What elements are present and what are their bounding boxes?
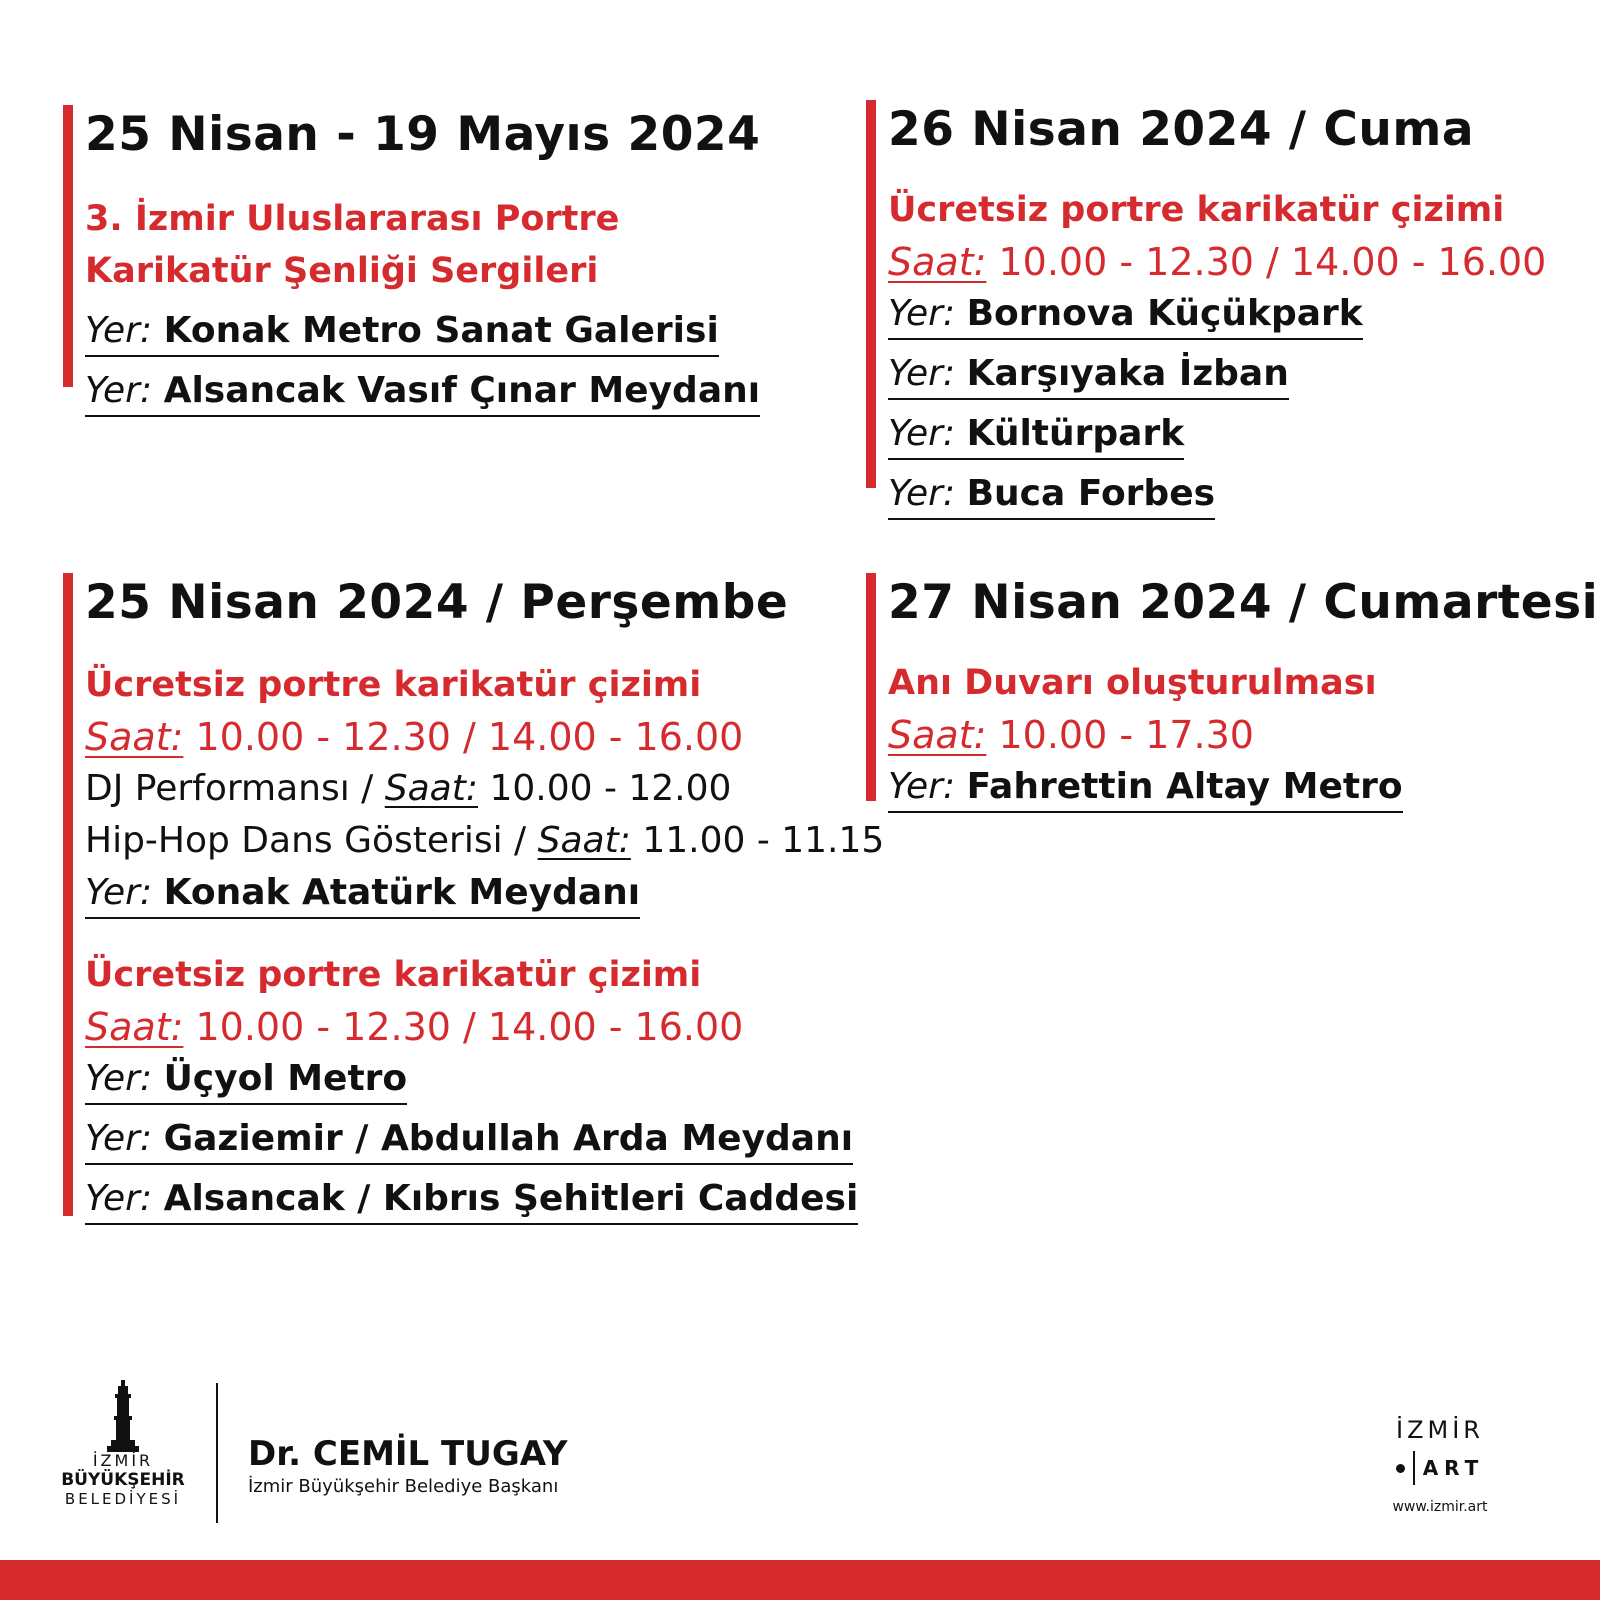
section-exhibitions: [63, 105, 760, 417]
section-date: 26 Nisan 2024 / Cuma: [888, 102, 1475, 157]
location-line: Yer: Fahrettin Altay Metro: [888, 765, 1403, 813]
section-date: 25 Nisan 2024 / Perşembe: [85, 575, 789, 630]
event-time: Saat: 10.00 - 12.30 / 14.00 - 16.00: [85, 715, 744, 759]
website-url: www.izmir.art: [1392, 1499, 1488, 1515]
mayor-name: Dr. CEMİL TUGAY: [248, 1434, 568, 1474]
section-persembe: [63, 573, 884, 1225]
location-line: Yer: Bornova Küçükpark: [888, 292, 1363, 340]
logo-text: BELEDİYESİ: [64, 1490, 182, 1508]
location-line: Yer: Karşıyaka İzban: [888, 352, 1289, 400]
event-title: Ücretsiz portre karikatür çizimi: [85, 665, 702, 705]
izmir-art-logo: [1385, 1415, 1495, 1517]
location-line: Yer: Alsancak Vasıf Çınar Meydanı: [85, 369, 760, 417]
clock-tower-icon: [103, 1380, 143, 1452]
accent-bar: [866, 573, 876, 801]
accent-bar: [866, 100, 876, 488]
art-logo-text: ART: [1422, 1456, 1485, 1480]
section-date: 27 Nisan 2024 / Cumartesi: [888, 575, 1599, 630]
location-line: Yer: Kültürpark: [888, 412, 1184, 460]
footer-divider: [216, 1383, 218, 1523]
event-title: Ücretsiz portre karikatür çizimi: [85, 955, 702, 995]
event-title: Anı Duvarı oluşturulması: [888, 663, 1377, 703]
event-title: Karikatür Şenliği Sergileri: [85, 251, 599, 291]
dot-icon: [1396, 1464, 1405, 1473]
art-logo-text: İZMİR: [1396, 1416, 1484, 1444]
section-cuma: [866, 100, 1546, 520]
dj-performance: DJ Performansı / Saat: 10.00 - 12.00: [85, 768, 732, 809]
section-cumartesi: [866, 573, 1598, 813]
event-time: Saat: 10.00 - 12.30 / 14.00 - 16.00: [85, 1005, 744, 1049]
event-time: Saat: 10.00 - 17.30: [888, 713, 1254, 757]
event-time: Saat: 10.00 - 12.30 / 14.00 - 16.00: [888, 240, 1547, 284]
event-title: 3. İzmir Uluslararası Portre: [85, 199, 620, 239]
ibb-logo: [58, 1380, 188, 1508]
accent-bar: [63, 105, 73, 387]
mayor-role: İzmir Büyükşehir Belediye Başkanı: [248, 1476, 559, 1497]
logo-text: BÜYÜKŞEHİR: [61, 1470, 185, 1490]
hiphop-show: Hip-Hop Dans Gösterisi / Saat: 11.00 - 11.15: [85, 820, 885, 861]
logo-text: İZMİR: [92, 1451, 154, 1470]
footer-accent-bar: [0, 1560, 1600, 1600]
vertical-line-icon: [1413, 1451, 1415, 1485]
location-line: Yer: Konak Atatürk Meydanı: [85, 871, 640, 919]
location-line: Yer: Buca Forbes: [888, 472, 1215, 520]
mayor-signature: [248, 1434, 567, 1500]
accent-bar: [63, 573, 73, 1216]
location-line: Yer: Alsancak / Kıbrıs Şehitleri Caddesi: [85, 1177, 858, 1225]
location-line: Yer: Üçyol Metro: [85, 1057, 407, 1105]
location-line: Yer: Gaziemir / Abdullah Arda Meydanı: [85, 1117, 853, 1165]
event-title: Ücretsiz portre karikatür çizimi: [888, 190, 1505, 230]
section-date: 25 Nisan - 19 Mayıs 2024: [85, 107, 761, 162]
location-line: Yer: Konak Metro Sanat Galerisi: [85, 309, 719, 357]
